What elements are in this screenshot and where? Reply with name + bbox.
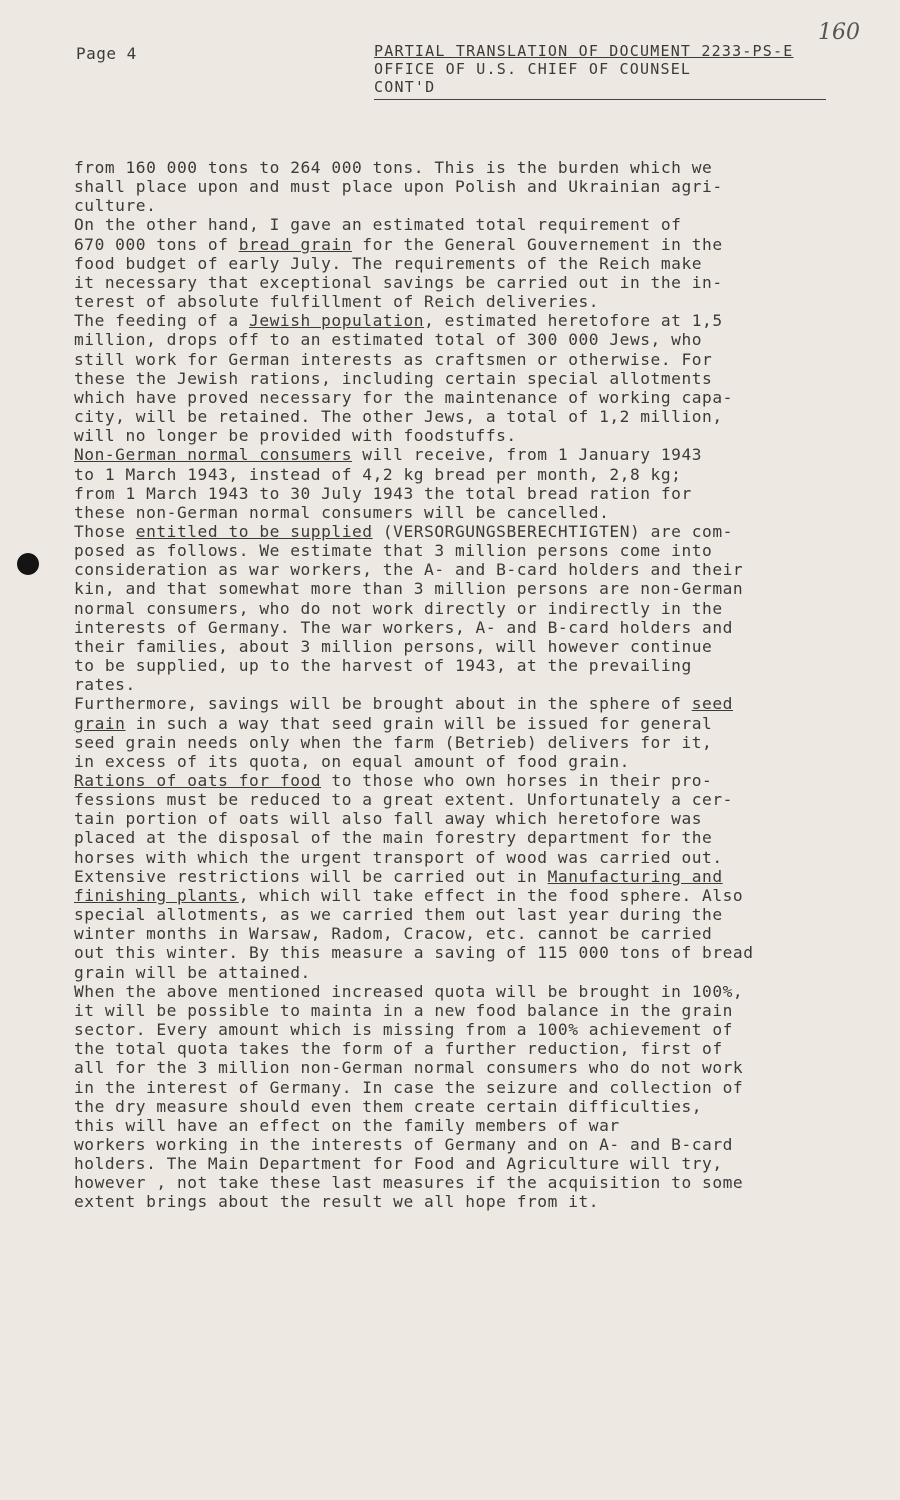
text-segment: this will have an effect on the family members of war (74, 1115, 620, 1135)
text-line (74, 1135, 844, 1154)
text-line (74, 694, 844, 713)
underlined-phrase: seed (691, 694, 733, 714)
text-segment: horses with which the urgent transport of wood was carried out. (74, 847, 723, 867)
header-office: OFFICE OF U.S. CHIEF OF COUNSEL (374, 60, 692, 78)
text-line (74, 503, 844, 522)
text-segment: , which will take effect in the food sphere. Also (238, 885, 744, 905)
text-line (74, 273, 844, 292)
text-segment: rates. (74, 675, 136, 695)
text-segment: all for the 3 million non-German normal consumers who do not work (74, 1058, 744, 1078)
text-segment: tain portion of oats will also fall away which heretofore was (74, 809, 703, 829)
text-segment: (VERSORGUNGSBERECHTIGTEN) are com- (372, 521, 733, 541)
text-segment: however , not take these last measures if the acquisition to some (74, 1173, 744, 1193)
text-line (74, 1097, 844, 1116)
text-segment: special allotments, as we carried them out last year during the (74, 905, 723, 925)
text-segment: to 1 March 1943, instead of 4,2 kg bread per month, 2,8 kg; (74, 464, 682, 484)
text-segment: When the above mentioned increased quota will be brought in 100%, (74, 981, 744, 1001)
underlined-phrase: entitled to be supplied (135, 521, 373, 541)
text-line (74, 675, 844, 694)
text-line (74, 465, 844, 484)
text-line (74, 292, 844, 311)
text-line (74, 254, 844, 273)
text-segment: which have proved necessary for the maintenance of working capa- (74, 387, 733, 407)
text-segment: out this winter. By this measure a saving of 115 000 tons of bread (74, 943, 754, 963)
text-line (74, 1078, 844, 1097)
text-segment: extent brings about the result we all hope from it. (74, 1192, 600, 1212)
text-segment: Extensive restrictions will be carried out in (74, 866, 548, 886)
text-line (74, 311, 844, 330)
text-line (74, 235, 844, 254)
text-line (74, 579, 844, 598)
text-line (74, 982, 844, 1001)
text-line (74, 790, 844, 809)
text-line (74, 656, 844, 675)
underlined-phrase: grain (74, 713, 126, 733)
text-segment: food budget of early July. The requirements of the Reich make (74, 253, 703, 273)
text-line (74, 560, 844, 579)
header-title: PARTIAL TRANSLATION OF DOCUMENT 2233-PS-E (374, 42, 794, 60)
text-segment: terest of absolute fulfillment of Reich deliveries. (74, 292, 600, 312)
text-segment: still work for German interests as craftsmen or otherwise. For (74, 349, 713, 369)
text-segment: On the other hand, I gave an estimated total requirement of (74, 215, 682, 235)
underlined-phrase: bread grain (238, 234, 352, 254)
text-line (74, 1039, 844, 1058)
text-line (74, 848, 844, 867)
text-line (74, 484, 844, 503)
text-line (74, 1192, 844, 1211)
text-segment: Furthermore, savings will be brought about in the sphere of (74, 694, 692, 714)
text-segment: from 160 000 tons to 264 000 tons. This is the burden which we (74, 158, 713, 177)
underlined-phrase: Rations of oats for food (74, 771, 322, 790)
text-segment: city, will be retained. The other Jews, a total of 1,2 million, (74, 407, 723, 427)
text-line (74, 752, 844, 771)
text-segment: consideration as war workers, the A- and B-card holders and their (74, 560, 744, 580)
text-segment: will no longer be provided with foodstuffs. (74, 426, 517, 446)
text-segment: grain will be attained. (74, 962, 311, 982)
text-line (74, 522, 844, 541)
text-segment: it will be possible to mainta in a new food balance in the grain (74, 1000, 733, 1020)
text-segment: kin, and that somewhat more than 3 million persons are non-German (74, 579, 744, 599)
document-header (374, 42, 793, 96)
underlined-phrase: finishing plants (74, 885, 239, 905)
text-line (74, 943, 844, 962)
text-line (74, 924, 844, 943)
text-line (74, 905, 844, 924)
text-segment: shall place upon and must place upon Polish and Ukrainian agri- (74, 177, 723, 197)
text-segment: it necessary that exceptional savings be carried out in the in- (74, 272, 723, 292)
punch-hole (17, 553, 39, 575)
text-segment: their families, about 3 million persons, will however continue (74, 636, 713, 656)
text-line (74, 215, 844, 234)
text-line (74, 407, 844, 426)
text-line (74, 714, 844, 733)
text-segment: holders. The Main Department for Food and Agriculture will try, (74, 1154, 723, 1174)
text-line (74, 963, 844, 982)
text-segment: placed at the disposal of the main forestry department for the (74, 828, 713, 848)
text-segment: to be supplied, up to the harvest of 1943, at the prevailing (74, 656, 692, 676)
handwritten-page-number: 160 (818, 20, 860, 45)
text-line (74, 733, 844, 752)
text-line (74, 330, 844, 349)
text-line (74, 1058, 844, 1077)
text-line (74, 599, 844, 618)
text-segment: in such a way that seed grain will be issued for general (125, 713, 713, 733)
text-segment: the dry measure should even them create certain difficulties, (74, 1096, 703, 1116)
text-line (74, 1154, 844, 1173)
text-segment: 670 000 tons of (74, 234, 239, 254)
text-segment: , estimated heretofore at 1,5 (424, 311, 723, 331)
text-segment: sector. Every amount which is missing from a 100% achievement of (74, 1020, 733, 1040)
text-line (74, 541, 844, 560)
text-line (74, 388, 844, 407)
text-line (74, 1020, 844, 1039)
text-line (74, 350, 844, 369)
text-segment: The feeding of a (74, 311, 250, 331)
header-rule (374, 99, 826, 100)
text-segment: winter months in Warsaw, Radom, Cracow, etc. cannot be carried (74, 924, 713, 944)
text-line (74, 445, 844, 464)
text-line (74, 618, 844, 637)
header-contd: CONT'D (374, 78, 436, 96)
underlined-phrase: Non-German normal consumers (74, 445, 352, 465)
text-line (74, 828, 844, 847)
text-line (74, 158, 844, 177)
text-line (74, 809, 844, 828)
text-line (74, 1001, 844, 1020)
text-segment: will receive, from 1 January 1943 (351, 445, 703, 465)
text-line (74, 1173, 844, 1192)
text-segment: these non-German normal consumers will be cancelled. (74, 502, 610, 522)
text-segment: from 1 March 1943 to 30 July 1943 the total bread ration for (74, 483, 692, 503)
text-line (74, 867, 844, 886)
text-line (74, 177, 844, 196)
text-line (74, 196, 844, 215)
text-segment: interests of Germany. The war workers, A- and B-card holders and (74, 617, 733, 637)
text-segment: to those who own horses in their pro- (321, 771, 713, 790)
text-segment: in excess of its quota, on equal amount of food grain. (74, 751, 630, 771)
text-line (74, 637, 844, 656)
page-label: Page 4 (76, 44, 137, 63)
text-segment: million, drops off to an estimated total of 300 000 Jews, who (74, 330, 703, 350)
text-segment: in the interest of Germany. In case the seizure and collection of (74, 1077, 744, 1097)
text-line (74, 1116, 844, 1135)
underlined-phrase: Manufacturing and (547, 866, 723, 886)
underlined-phrase: Jewish population (249, 311, 425, 331)
text-segment: fessions must be reduced to a great extent. Unfortunately a cer- (74, 790, 733, 810)
text-segment: for the General Gouvernement in the (352, 234, 723, 254)
text-line (74, 426, 844, 445)
text-line (74, 771, 844, 790)
text-line (74, 369, 844, 388)
text-segment: culture. (74, 196, 157, 216)
text-segment: the total quota takes the form of a further reduction, first of (74, 1039, 723, 1059)
text-line (74, 886, 844, 905)
text-segment: workers working in the interests of Germany and on A- and B-card (74, 1134, 733, 1154)
text-segment: seed grain needs only when the farm (Betrieb) delivers for it, (74, 732, 713, 752)
text-segment: normal consumers, who do not work directly or indirectly in the (74, 598, 723, 618)
body-text (74, 158, 844, 1212)
text-segment: posed as follows. We estimate that 3 million persons come into (74, 541, 713, 561)
text-segment: Those (74, 521, 136, 541)
text-segment: these the Jewish rations, including certain special allotments (74, 368, 713, 388)
